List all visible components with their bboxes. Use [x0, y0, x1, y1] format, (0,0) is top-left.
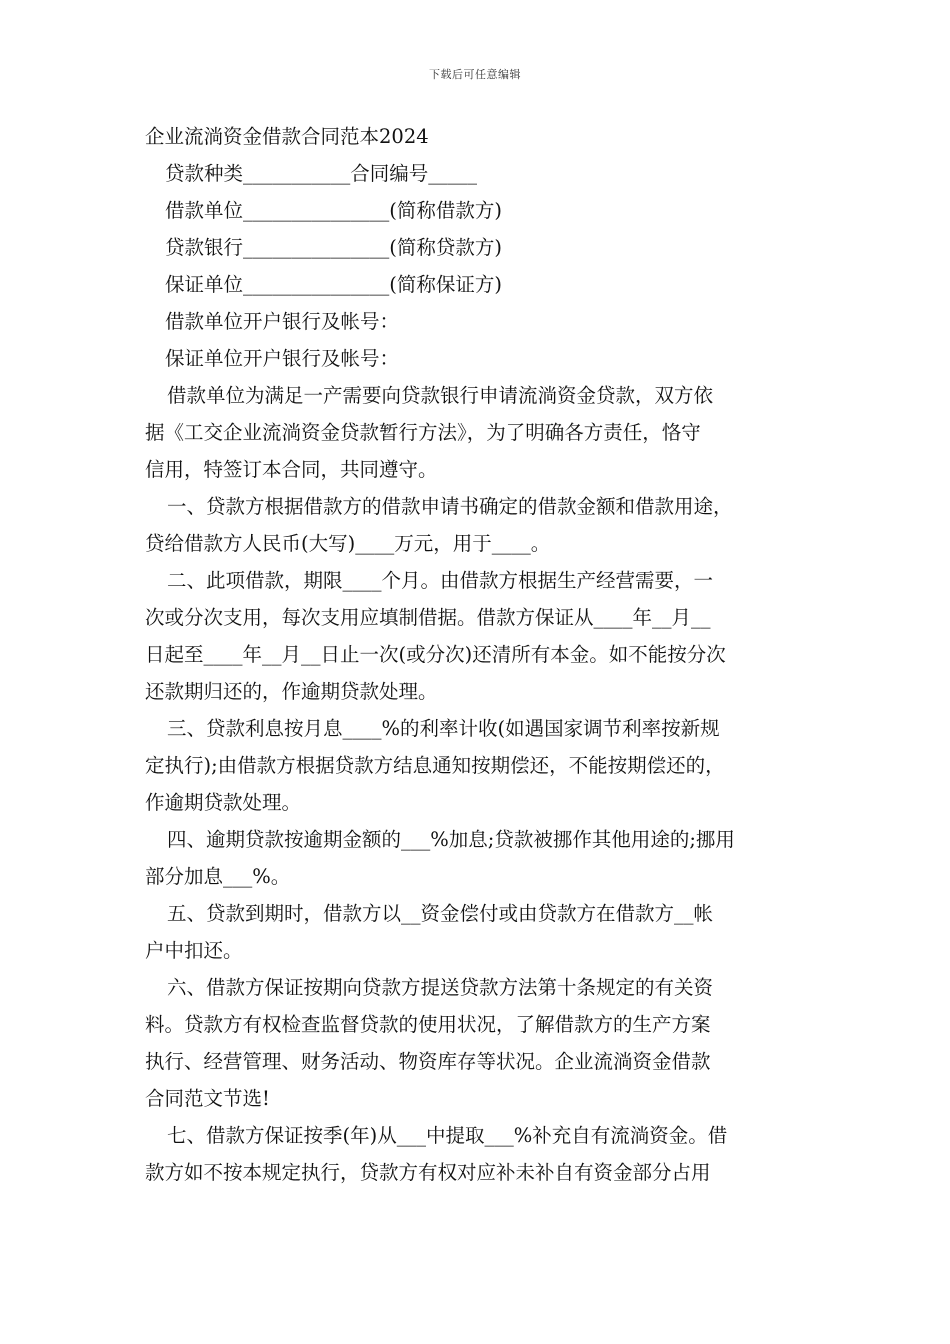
clause-1 — [145, 488, 815, 562]
clause-3 — [145, 710, 815, 821]
text-line: 定执行);由借款方根据贷款方结息通知按期偿还，不能按期偿还的， — [145, 754, 725, 777]
text-line: 五、贷款到期时，借款方以__资金偿付或由贷款方在借款方__帐 — [167, 902, 714, 925]
document-body — [145, 118, 815, 1191]
document-title: 企业流淌资金借款合同范本2024 — [145, 125, 429, 148]
text-line: 作逾期贷款处理。 — [145, 791, 302, 814]
text-line: 部分加息___%。 — [145, 865, 291, 888]
field-lender-bank: 贷款银行_______________(简称贷款方) — [165, 236, 502, 259]
header-note: 下载后可任意编辑 — [429, 68, 521, 81]
text-line: 据《工交企业流淌资金贷款暂行方法》，为了明确各方责任，恪守 — [145, 421, 701, 444]
text-line: 贷给借款方人民币(大写)____万元，用于____。 — [145, 532, 551, 555]
text-line: 户中扣还。 — [145, 939, 243, 962]
text-line: 次或分次支用，每次支用应填制借据。借款方保证从____年__月__ — [145, 606, 711, 629]
field-guarantor-account: 保证单位开户银行及帐号： — [165, 347, 400, 370]
text-line: 日起至____年__月__日止一次(或分次)还清所有本金。如不能按分次 — [145, 643, 726, 666]
text-line: 四、逾期贷款按逾期金额的___%加息;贷款被挪作其他用途的;挪用 — [167, 828, 735, 851]
text-line: 合同范文节选! — [145, 1087, 270, 1110]
text-line: 还款期归还的，作逾期贷款处理。 — [145, 680, 438, 703]
text-line: 料。贷款方有权检查监督贷款的使用状况，了解借款方的生产方案 — [145, 1013, 711, 1036]
intro-paragraph — [145, 377, 815, 488]
text-line: 一、贷款方根据借款方的借款申请书确定的借款金额和借款用途， — [167, 495, 733, 518]
text-line: 六、借款方保证按期向贷款方提送贷款方法第十条规定的有关资 — [167, 976, 714, 999]
text-line: 款方如不按本规定执行，贷款方有权对应补未补自有资金部分占用 — [145, 1161, 711, 1184]
text-line: 二、此项借款，期限____个月。由借款方根据生产经营需要，一 — [167, 569, 714, 592]
field-borrower: 借款单位_______________(简称借款方) — [165, 199, 502, 222]
field-borrower-account: 借款单位开户银行及帐号： — [165, 310, 400, 333]
clause-6 — [145, 969, 815, 1117]
field-loan-type: 贷款种类___________合同编号_____ — [165, 162, 478, 185]
clause-7 — [145, 1117, 815, 1191]
clause-2 — [145, 562, 815, 710]
text-line: 三、贷款利息按月息____%的利率计收(如遇国家调节利率按新规 — [167, 717, 720, 740]
text-line: 执行、经营管理、财务活动、物资库存等状况。企业流淌资金借款 — [145, 1050, 711, 1073]
clause-5 — [145, 895, 815, 969]
text-line: 信用，特签订本合同，共同遵守。 — [145, 458, 438, 481]
text-line: 借款单位为满足一产需要向贷款银行申请流淌资金贷款，双方依 — [167, 384, 714, 407]
clause-4 — [145, 821, 815, 895]
text-line: 七、借款方保证按季(年)从___中提取___%补充自有流淌资金。借 — [167, 1124, 728, 1147]
field-guarantor: 保证单位_______________(简称保证方) — [165, 273, 502, 296]
